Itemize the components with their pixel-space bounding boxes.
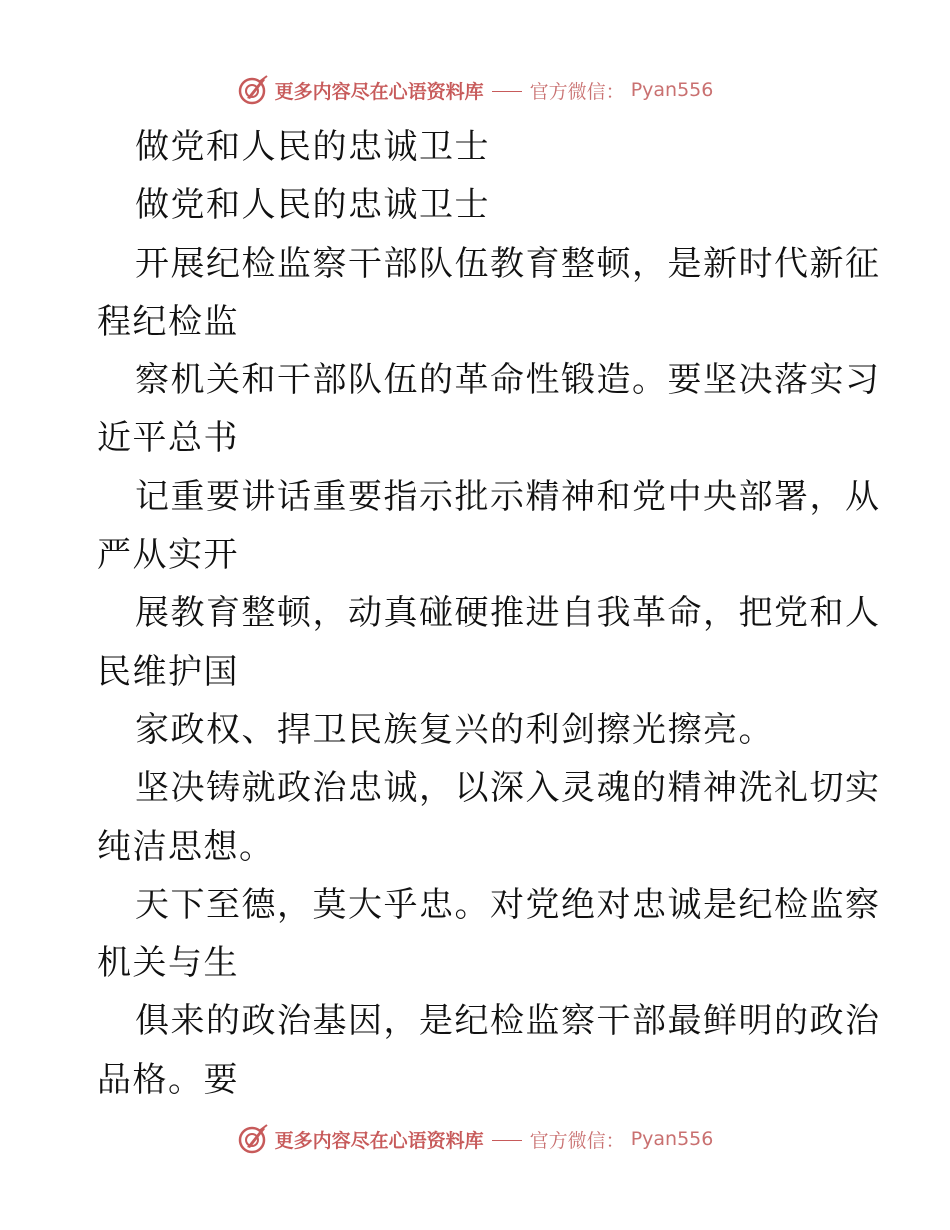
header-banner [0, 70, 950, 110]
quill-pen-logo-icon [237, 1123, 269, 1155]
text-line: 天下至德，莫大乎忠。对党绝对忠诚是纪检监察 [135, 884, 881, 925]
text-line: 家政权、捍卫民族复兴的利剑擦光擦亮。 [135, 709, 774, 750]
banner-dash [492, 91, 522, 92]
text-line: 坚决铸就政治忠诚，以深入灵魂的精神洗礼切实 [135, 768, 881, 809]
text-line: 做党和人民的忠诚卫士 [135, 185, 490, 226]
text-line: 严从实开 [97, 535, 239, 576]
footer-banner [0, 1119, 950, 1159]
text-line: 近平总书 [97, 418, 239, 459]
text-line: 开展纪检监察干部队伍教育整顿，是新时代新征 [135, 243, 881, 284]
quill-pen-logo-icon [237, 74, 269, 106]
text-line: 纯洁思想。 [97, 826, 275, 867]
text-line: 品格。要 [97, 1059, 239, 1100]
banner-sub-text: 官方微信： [529, 80, 625, 103]
text-line: 察机关和干部队伍的革命性锻造。要坚决落实习 [135, 360, 881, 401]
text-line: 程纪检监 [97, 301, 239, 342]
text-line: 做党和人民的忠诚卫士 [135, 127, 490, 167]
text-line: 机关与生 [97, 943, 239, 984]
banner-account-id: Pyan556 [630, 1128, 714, 1150]
banner-main-text: 更多内容尽在心语资料库 [274, 80, 484, 103]
text-line: 俱来的政治基因，是纪检监察干部最鲜明的政治 [135, 1001, 881, 1042]
banner-main-text: 更多内容尽在心语资料库 [274, 1129, 484, 1152]
document-body [97, 118, 881, 1109]
text-line: 民维护国 [97, 651, 239, 692]
text-line: 展教育整顿，动真碰硬推进自我革命，把党和人 [135, 593, 881, 634]
banner-account-id: Pyan556 [630, 79, 714, 101]
text-line: 记重要讲话重要指示批示精神和党中央部署，从 [135, 476, 881, 517]
banner-dash [492, 1140, 522, 1141]
banner-sub-text: 官方微信： [529, 1129, 625, 1152]
